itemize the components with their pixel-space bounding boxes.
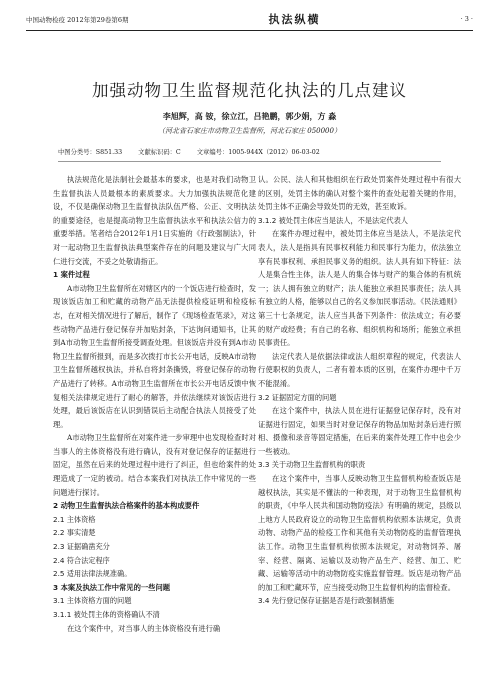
subsection-heading: 3.2 证据固定方面的问题: [258, 392, 337, 402]
section-heading: 2 动物卫生监督执法合格案件的基本构成要件: [53, 501, 200, 511]
meta-rule: [58, 161, 441, 162]
subsection-heading: 2.1 主体资格: [53, 514, 96, 524]
article-authors: 李旭辉，高 铵，徐立江，吕艳鹏，郭少娟，方 淼: [162, 111, 337, 121]
subsection-heading: 3.1.1 被处罚主体的资格确认不清: [53, 610, 160, 619]
body-paragraph: 在这个案件中，执法人员在进行证据登记保存时，没有对证据进行固定，如果当时对登记保存的物品加贴封条后进行照相、摄像和录音等固定措施，在后来的案件处理工作中也会少一些被动。: [258, 406, 461, 456]
subsection-heading: 2.4 符合法定程序: [53, 555, 110, 565]
body-paragraph: A市动物卫生监督所在对辖区内的一个饭店进行检查时，发现该饭店加工和贮藏的动物产品无法提供检疫证明和检疫标志，在对相关情况进行了解后，制作了《现场检查笔录》，对这些动物产品进行登记保存并加贴封条，下达询问通知书，让其到A市动物卫生监督所接受调查处理。但该饭店并没有到A市动物卫生监督所报到，而是多次拨打市长公开电话，反映A市动物卫生监督所越权执法，并私自将封条撕毁，将登记保存的动物产品进行了转移。A市动物卫生监督所在市长公开电话反馈中恢复相关法律规定进行了耐心的解答，并依法继续对该饭店进行处理，最后该饭店在认识到错误后主动配合执法人员接受了处理。: [53, 283, 256, 429]
article-affiliation: （河北省石家庄市动物卫生监督所，河北石家庄 050000）: [158, 127, 341, 135]
article-number: 文章编号：1005-944X（2012）06-03-02: [196, 149, 320, 156]
clc-number: 中图分类号：S851.33: [58, 149, 123, 156]
body-paragraph: 法定代表人是依据法律或法人组织章程的规定，代表法人行使职权的负责人，二者有着本质的区别，在案件办理中千万不能混淆。: [258, 351, 461, 388]
subsection-heading: 3.1.2 被处罚主体应当是法人，不是法定代表人: [258, 215, 408, 225]
body-paragraph: 在案件办理过程中，被处罚主体应当是法人，不是法定代表人，法人是指具有民事权利能力和民事行为能力，依法独立享有民事权利、承担民事义务的组织。法人具有如下特征：法人是集合性主体，法人是人的集合体与财产的集合体的有机统一；法人拥有独立的财产；法人能独立承担民事责任；法人具有独立的人格，能够以自己的名义参加民事活动。《民法通则》第三十七条规定，法人应当具备下列条件：依法成立；有必要的财产或经费；有自己的名称、组织机构和场所；能独立承担民事责任。: [258, 229, 461, 348]
section-heading: 1 案件过程: [53, 270, 90, 280]
body-paragraph: A市动物卫生监督所在对案件进一步审理中也发现检查时对当事人的主体资格没有进行确认，没有对登记保存的证据进行固定，虽然在后来的处理过程中进行了纠正，但也给案件的处理造成了一定的被动。结合本案我们对执法工作中常见的一些问题进行探讨。: [53, 433, 256, 497]
subsection-heading: 2.2 事实清楚: [53, 528, 96, 538]
body-paragraph: 在这个案件中，当事人反映动物卫生监督机构检查饭店是越权执法，其实是不懂法的一种表现，对于动物卫生监督机构的职责，《中华人民共和国动物防疫法》有明确的规定，县级以上地方人民政府设立的动物卫生监督机构依照本法规定，负责动物、动物产品的检疫工作和其他有关动物防疫的监督管理执法工作。动物卫生监督机构依照本法规定，对动物饲养、屠宰、经营、隔离、运输以及动物产品生产、经营、加工、贮藏、运输等活动中的动物防疫实施监督管理。饭店是动物产品的加工和贮藏环节，应当接受动物卫生监督机构的监督检查。: [258, 474, 461, 592]
column-logo: 执法纵横: [268, 13, 321, 26]
body-paragraph: 在这个案件中，对当事人的主体资格没有进行确: [67, 623, 221, 633]
subsection-heading: 3.1 主体资格方面的问题: [53, 596, 132, 606]
article-title: 加强动物卫生监督规范化执法的几点建议: [92, 81, 407, 100]
subsection-heading: 3.3 关于动物卫生监督机构的职责: [258, 460, 366, 470]
doc-code: 文献标识码：C: [138, 149, 181, 156]
article-meta: [58, 147, 320, 156]
right-column: [258, 173, 461, 608]
subsection-heading: 2.5 适用法律法规准确。: [53, 569, 132, 579]
section-heading: 3 本案及执法工作中常见的一些问题: [53, 582, 171, 592]
left-column: [53, 173, 256, 635]
header-rule: [26, 30, 473, 31]
subsection-heading: 3.4 先行登记保存证据是否是行政强制措施: [258, 596, 394, 606]
body-paragraph: 认。公民、法人和其他组织在行政处罚案件处理过程中有很大的区别，处罚主体的确认对整个案件的查处起着关键的作用，处罚主体不正确会导致处罚的无效，甚至败诉。: [258, 175, 461, 212]
page-number: · 3 ·: [460, 15, 473, 23]
intro-paragraph: 执法规范化是法制社会最基本的要求，也是对我们动物卫生监督执法人员最根本的素质要求。大力加强执法规范化建设，不仅是确保动物卫生监督执法队伍严格、公正、文明执法的重要途径，也是提高动物卫生监督执法水平和执法公信力的重要举措。笔者结合2012年1月1日实施的《行政强制法》，针对一起动物卫生监督执法典型案件存在的问题及建议与广大同仁进行交流，不妥之处敬请指正。: [53, 175, 256, 266]
subsection-heading: 2.3 证据确凿充分: [53, 542, 110, 552]
running-header: [26, 10, 473, 28]
journal-info: 中国动物检疫 2012年第29卷第6期: [26, 15, 129, 24]
